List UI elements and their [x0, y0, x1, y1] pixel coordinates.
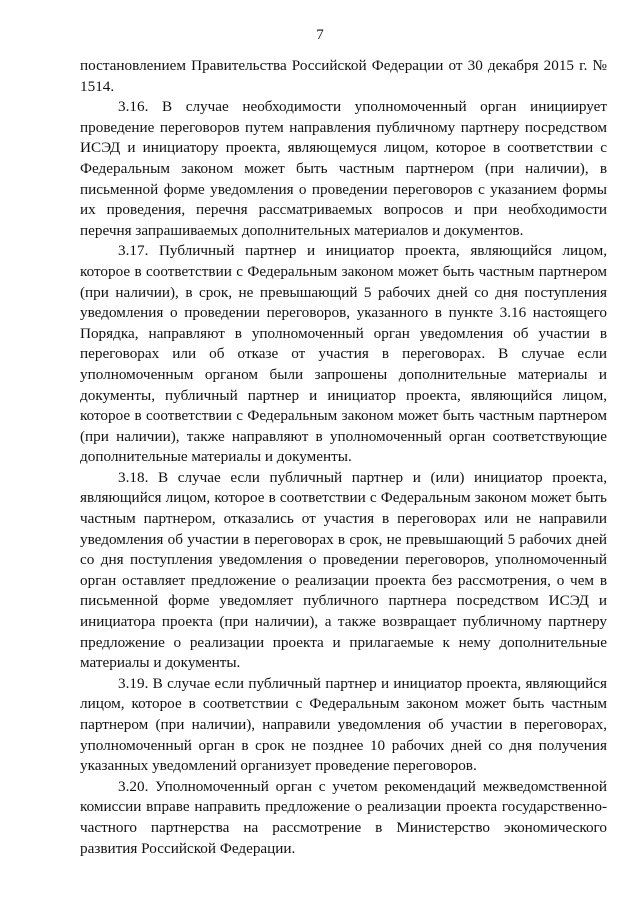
paragraph-3-19: 3.19. В случае если публичный партнер и инициатор проекта, являющийся лицом, которое в соответствии с Федеральным законом может быть частным партнером (при наличии), направили уведомления об участии в переговорах, уполномоченный орган в срок не позднее 10 рабочих дней со дня получения указанных уведомлений организует проведение переговоров.	[80, 674, 607, 775]
page-number: 7	[316, 27, 324, 43]
paragraph-continuation: постановлением Правительства Российской Федерации от 30 декабря 2015 г. № 1514.	[80, 57, 607, 95]
paragraph-3-16: 3.16. В случае необходимости уполномоченный орган инициирует проведение переговоров путем направления публичному партнеру посредством ИСЭД и инициатору проекта, являющемуся лицом, которое в соответствии с Федеральным законом может быть частным партнером (при наличии), в письменной форме уведомления о проведении переговоров с указанием формы их проведения, перечня рассматриваемых вопросов и при необходимости перечня запрашиваемых дополнительных материалов и документов.	[80, 98, 607, 239]
paragraph-3-17: 3.17. Публичный партнер и инициатор проекта, являющийся лицом, которое в соответствии с Федеральным законом может быть частным партнером (при наличии), в срок, не превышающий 5 рабочих дней со дня поступления уведомления о проведении переговоров, указанного в пункте 3.16 настоящего Порядка, направляют в уполномоченный орган уведомления об участии в переговорах или об отказе от участия в переговорах. В случае если уполномоченным органом были запрошены дополнительные материалы и документы, публичный партнер и инициатор проекта, являющийся лицом, которое в соответствии с Федеральным законом может быть частным партнером (при наличии), также направляют в уполномоченный орган соответствующие дополнительные материалы и документы.	[80, 242, 607, 466]
paragraph-3-20: 3.20. Уполномоченный орган с учетом рекомендаций межведомственной комиссии вправе направить предложение о реализации проекта государственно-частного партнерства на рассмотрение в Министерство экономического развития Российской Федерации.	[80, 777, 607, 857]
paragraph-3-18: 3.18. В случае если публичный партнер и (или) инициатор проекта, являющийся лицом, которое в соответствии с Федеральным законом может быть частным партнером, отказались от участия в переговорах или не направили уведомления об участии в переговорах в срок, не превышающий 5 рабочих дней со дня поступления уведомления о проведении переговоров, уполномоченный орган оставляет предложение о реализации проекта без рассмотрения, о чем в письменной форме уведомляет публичного партнера посредством ИСЭД и инициатора проекта (при наличии), а также возвращает публичному партнеру предложение о реализации проекта и прилагаемые к нему дополнительные материалы и документы.	[80, 468, 607, 672]
document-body	[80, 56, 607, 859]
